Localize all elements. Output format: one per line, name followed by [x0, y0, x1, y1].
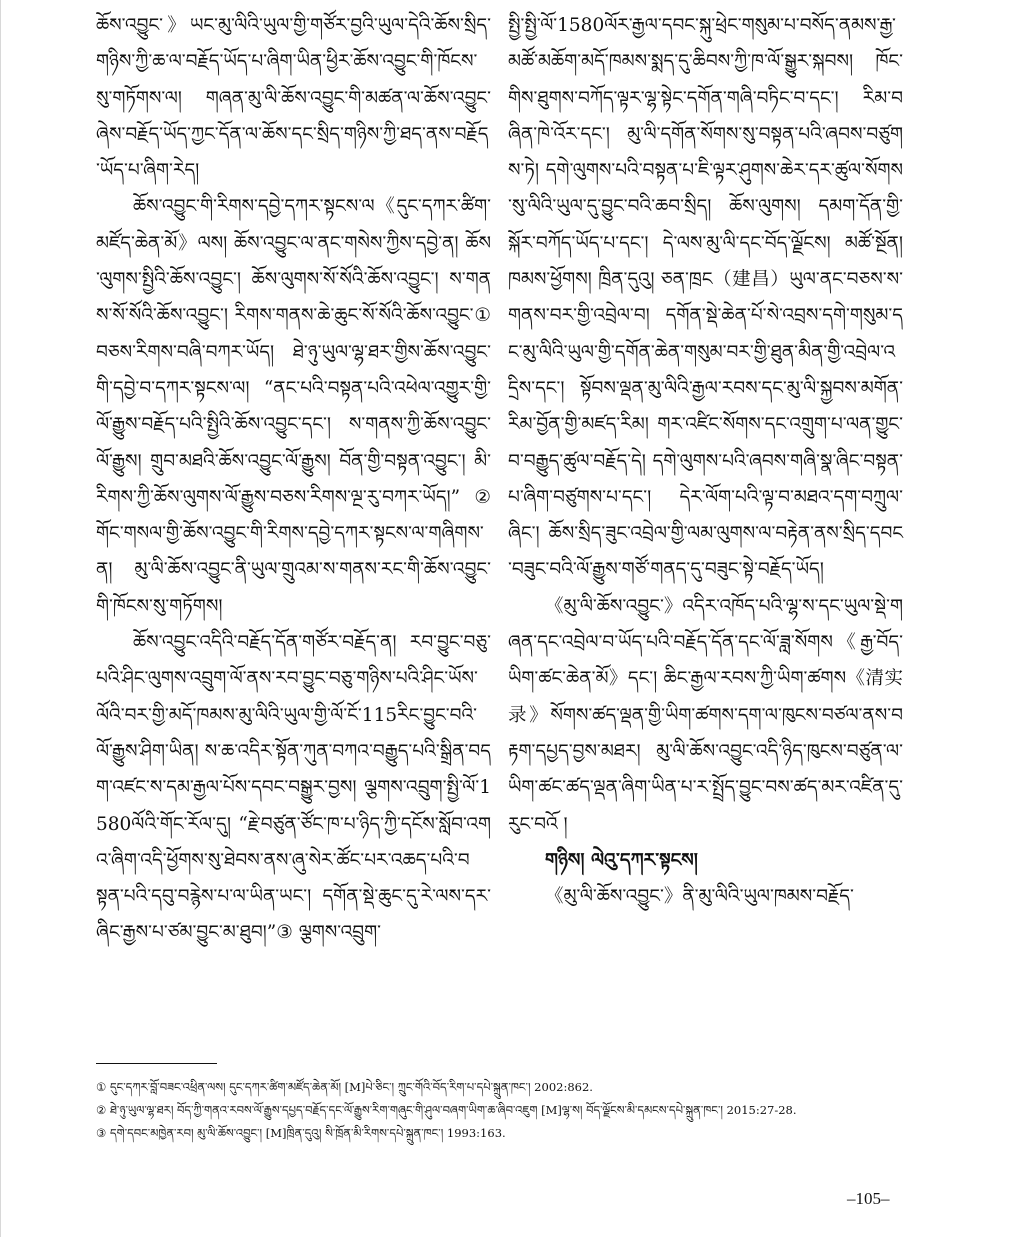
paragraph-left-3: ཆོས་འབྱུང་འདིའི་བརྗོད་དོན་གཙོར་བརྗོད་ན། རབ་བྱུང་བཅུ་པའི་ཤིང་ལུགས་འབྲུག་ལོ་ནས་རབ་བྱུང་བཅུ་གཉིས་པའི་ཤིང་ཡོས་ལོའི་བར་གྱི་མདོ་ཁམས་མུ་ལིའི་ཡུལ་གྱི་ལོ་ངོ་115རིང་བྱུང་བའི་ལོ་རྒྱུས་ཤིག་ཡིན། ས་ཆ་འདིར་སྟོན་ཀུན་བཀའ་བརྒྱུད་པའི་སྒྲིན་བདག་འཛང་ས་དམ་རྒྱལ་པོས་དབང་བསྒྱུར་བྱས། ལྕགས་འབྲུག་སྤྱི་ལོ་1580ལོའི་གོང་རོལ་དུ། “རྗེ་བཙུན་ཙོང་ཁ་པ་ཉིད་ཀྱི་དངོས་སློབ་འགའ་ཞིག་འདི་ཕྱོགས་སུ་ཐེབས་ནས་ཞུ་སེར་ཚོང་པར་འཆད་པའི་བསྟན་པའི་དབུ་བརྙེས་པ་ལ་ཡིན་ཡང་། དགོན་སྡེ་ཆུང་དུ་རེ་ལས་དར་ཞིང་རྒྱས་པ་ཙམ་བྱུང་མ་ཐུབ།”③ ལྕགས་འབྲུག་: [96, 632, 491, 944]
paragraph-right-3: 《མུ་ལི་ཆོས་འབྱུང་》ནི་མུ་ལིའི་ཡུལ་ཁམས་བརྗོད་: [545, 886, 854, 908]
page-number: –105–: [847, 1189, 890, 1208]
footnote-2: ② ཐེ་ཉུ་ཡུལ་ལྷ་ཐར། བོད་ཀྱི་གནའ་རབས་ལོ་རྒྱུས་དཔྱད་བརྗོད་དང་ལོ་རྒྱུས་རིག་གཞུང་གི་ཤུལ་བཞག་ཡིག་ཆ་ཞིབ་འཇུག [M]ལྷ་ས། བོད་ལྗོངས་མི་དམངས་དཔེ་སྐྲུན་ཁང་། 2015:27-28.: [96, 1103, 797, 1117]
paragraph-right-1: སྤྱི་སྤྱི་ལོ་1580ལོར་རྒྱལ་དབང་སྐུ་ཕྲེང་གསུམ་པ་བསོད་ནམས་རྒྱ་མཚོ་མཆོག་མདོ་ཁམས་སྨད་དུ་ཆིབས་ཀྱི་ཁ་ལོ་སྒྱུར་སྐབས། ཁོང་གིས་ཐུགས་བཀོད་ལྟར་ལྷ་སྟེང་དགོན་གཞི་བཏིང་བ་དང་། རིམ་བཞིན་ཁེ་འོར་དང་། མུ་ལི་དགོན་སོགས་སུ་བསྟན་པའི་ཞབས་བཙུགས་ཏེ། དགེ་ལུགས་པའི་བསྟན་པ་ཇི་ལྟར་ཤུགས་ཆེར་དར་ཚུལ་སོགས་སུ་ལིའི་ཡུལ་དུ་བྱུང་བའི་ཆབ་སྲིད། ཆོས་ལུགས། དམག་དོན་གྱི་སྐོར་བཀོད་ཡོད་པ་དང་། དེ་ལས་མུ་ལི་དང་བོད་ལྗོངས། མཚོ་སྔོན། ཁམས་ཕྱོགས། ཁྲིན་དུའུ། ཅན་ཁྲང（建昌）ཡུལ་ནང་བཅས་ས་གནས་བར་གྱི་འབྲེལ་བ། དགོན་སྡེ་ཆེན་པོ་སེ་འབྲས་དགེ་གསུམ་དང་མུ་ལིའི་ཡུལ་གྱི་དགོན་ཆེན་གསུམ་བར་གྱི་ཐུན་མིན་གྱི་འབྲེལ་འདྲིས་དང་། སྟོབས་ལྡན་མུ་ལིའི་རྒྱལ་རབས་དང་མུ་ལི་སྐྱབས་མགོན་རིམ་བྱོན་གྱི་མཛད་རིམ། གར་འཛིང་སོགས་དང་འགྲུག་པ་ལན་གྱུང་བ་བརྒྱུད་ཚུལ་བརྗོད་དེ། དགེ་ལུགས་པའི་ཞབས་གཞི་སྣ་ཞིང་བསྟན་པ་ཞིག་བཙུགས་པ་དང་། དེར་ལོག་པའི་ལྟ་བ་མཐའ་དག་བཀྲུལ་ཞིང་། ཆོས་སྲིད་ཟུང་འབྲེལ་གྱི་ལམ་ལུགས་ལ་བརྟེན་ནས་སྲིད་དབང་བཟུང་བའི་ལོ་རྒྱུས་གཙོ་གནད་དུ་བཟུང་སྟེ་བརྗོད་ཡོད།: [508, 15, 903, 581]
footnote-1: ① དུང་དཀར་བློ་བཟང་འཕྲིན་ལས། དུང་དཀར་ཚིག་མཛོད་ཆེན་མོ། [M]པེ་ཅིང་། ཀྲུང་གོའི་བོད་རིག་པ་དཔེ་སྐྲུན་ཁང་། 2002:862.: [96, 1080, 593, 1094]
footnote-3: ③ དགེ་དབང་མཁྱེན་རབ། མུ་ལི་ཆོས་འབྱུང་། [M]ཁྲིན་དུའུ། སི་ཁྲོན་མི་རིགས་དཔེ་སྐྲུན་ཁང་། 1993:163.: [96, 1126, 506, 1140]
page-edge: [0, 0, 1, 1237]
paragraph-left-1: ཆོས་འབྱུང་》ཡང་མུ་ལིའི་ཡུལ་གྱི་གཙོར་བྱའི་ཡུལ་དེའི་ཆོས་སྲིད་གཉིས་ཀྱི་ཆ་ལ་བརྗོད་ཡོད་པ་ཞིག་ཡིན་ཕྱིར་ཆོས་འབྱུང་གི་ཁོངས་སུ་གཏོགས་ལ། གཞན་མུ་ལི་ཆོས་འབྱུང་གི་མཚན་ལ་ཆོས་འབྱུང་ཞེས་བརྗོད་ཡོད་ཀྱང་དོན་ལ་ཆོས་དང་སྲིད་གཉིས་ཀྱི་ཐད་ནས་བརྗོད་ཡོད་པ་ཞིག་རེད།: [96, 15, 491, 182]
footnotes: [96, 1076, 906, 1145]
right-column: [508, 8, 903, 915]
footnote-divider: [96, 1063, 217, 1064]
paragraph-left-2: ཆོས་འབྱུང་གི་རིགས་དབྱེ་དཀར་སྟངས་ལ《དུང་དཀར་ཚིག་མཛོད་ཆེན་མོ》ལས། ཆོས་འབྱུང་ལ་ནང་གསེས་ཀྱིས་དབྱེ་ན། ཆོས་ལུགས་སྤྱིའི་ཆོས་འབྱུང་། ཆོས་ལུགས་སོ་སོའི་ཆོས་འབྱུང་། ས་གནས་སོ་སོའི་ཆོས་འབྱུང་། རིགས་གནས་ཆེ་ཆུང་སོ་སོའི་ཆོས་འབྱུང་①བཅས་རིགས་བཞི་བཀར་ཡོད། ཐེ་ཉུ་ཡུལ་ལྷ་ཐར་གྱིས་ཆོས་འབྱུང་གི་དབྱེ་བ་དཀར་སྟངས་ལ། “ནང་པའི་བསྟན་པའི་འཕེལ་འགྱུར་གྱི་ལོ་རྒྱུས་བརྗོད་པའི་སྤྱིའི་ཆོས་འབྱུང་དང་། ས་གནས་ཀྱི་ཆོས་འབྱུང་ལོ་རྒྱུས། གྲུབ་མཐའི་ཆོས་འབྱུང་ལོ་རྒྱུས། བོན་གྱི་བསྟན་འབྱུང་། མི་རིགས་ཀྱི་ཆོས་ལུགས་ལོ་རྒྱུས་བཅས་རིགས་ལྔ་རུ་བཀར་ཡོད།”② གོང་གསལ་གྱི་ཆོས་འབྱུང་གི་རིགས་དབྱེ་དཀར་སྟངས་ལ་གཞིགས་ན། མུ་ལི་ཆོས་འབྱུང་ནི་ཡུལ་གྲུའམ་ས་གནས་རང་གི་ཆོས་འབྱུང་གི་ཁོངས་སུ་གཏོགས།: [96, 196, 491, 617]
section-heading: གཉིས། ལེའུ་དཀར་སྟངས།: [545, 849, 698, 871]
left-column: [96, 8, 491, 952]
paragraph-right-2: 《མུ་ལི་ཆོས་འབྱུང་》འདིར་འཁོད་པའི་ལྷ་ས་དང་ཡུལ་སྡེ་གཞན་དང་འབྲེལ་བ་ཡོད་པའི་བརྗོད་དོན་དང་ལོ་ཟླ་སོགས《རྒྱ་བོད་ཡིག་ཚང་ཆེན་མོ》དང་། ཆིང་རྒྱལ་རབས་ཀྱི་ཡིག་ཚགས《清实录》སོགས་ཚད་ལྡན་གྱི་ཡིག་ཚགས་དག་ལ་ཁུངས་བཙལ་ནས་བརྟག་དཔྱད་བྱས་མཐར། མུ་ལི་ཆོས་འབྱུང་འདི་ཉིད་ཁུངས་བཙུན་ལ་ཡིག་ཚང་ཚད་ལྡན་ཞིག་ཡིན་པ་ར་སྤྲོད་བྱུང་བས་ཚད་མར་འཛིན་དུ་རུང་བའོ །: [508, 595, 904, 835]
